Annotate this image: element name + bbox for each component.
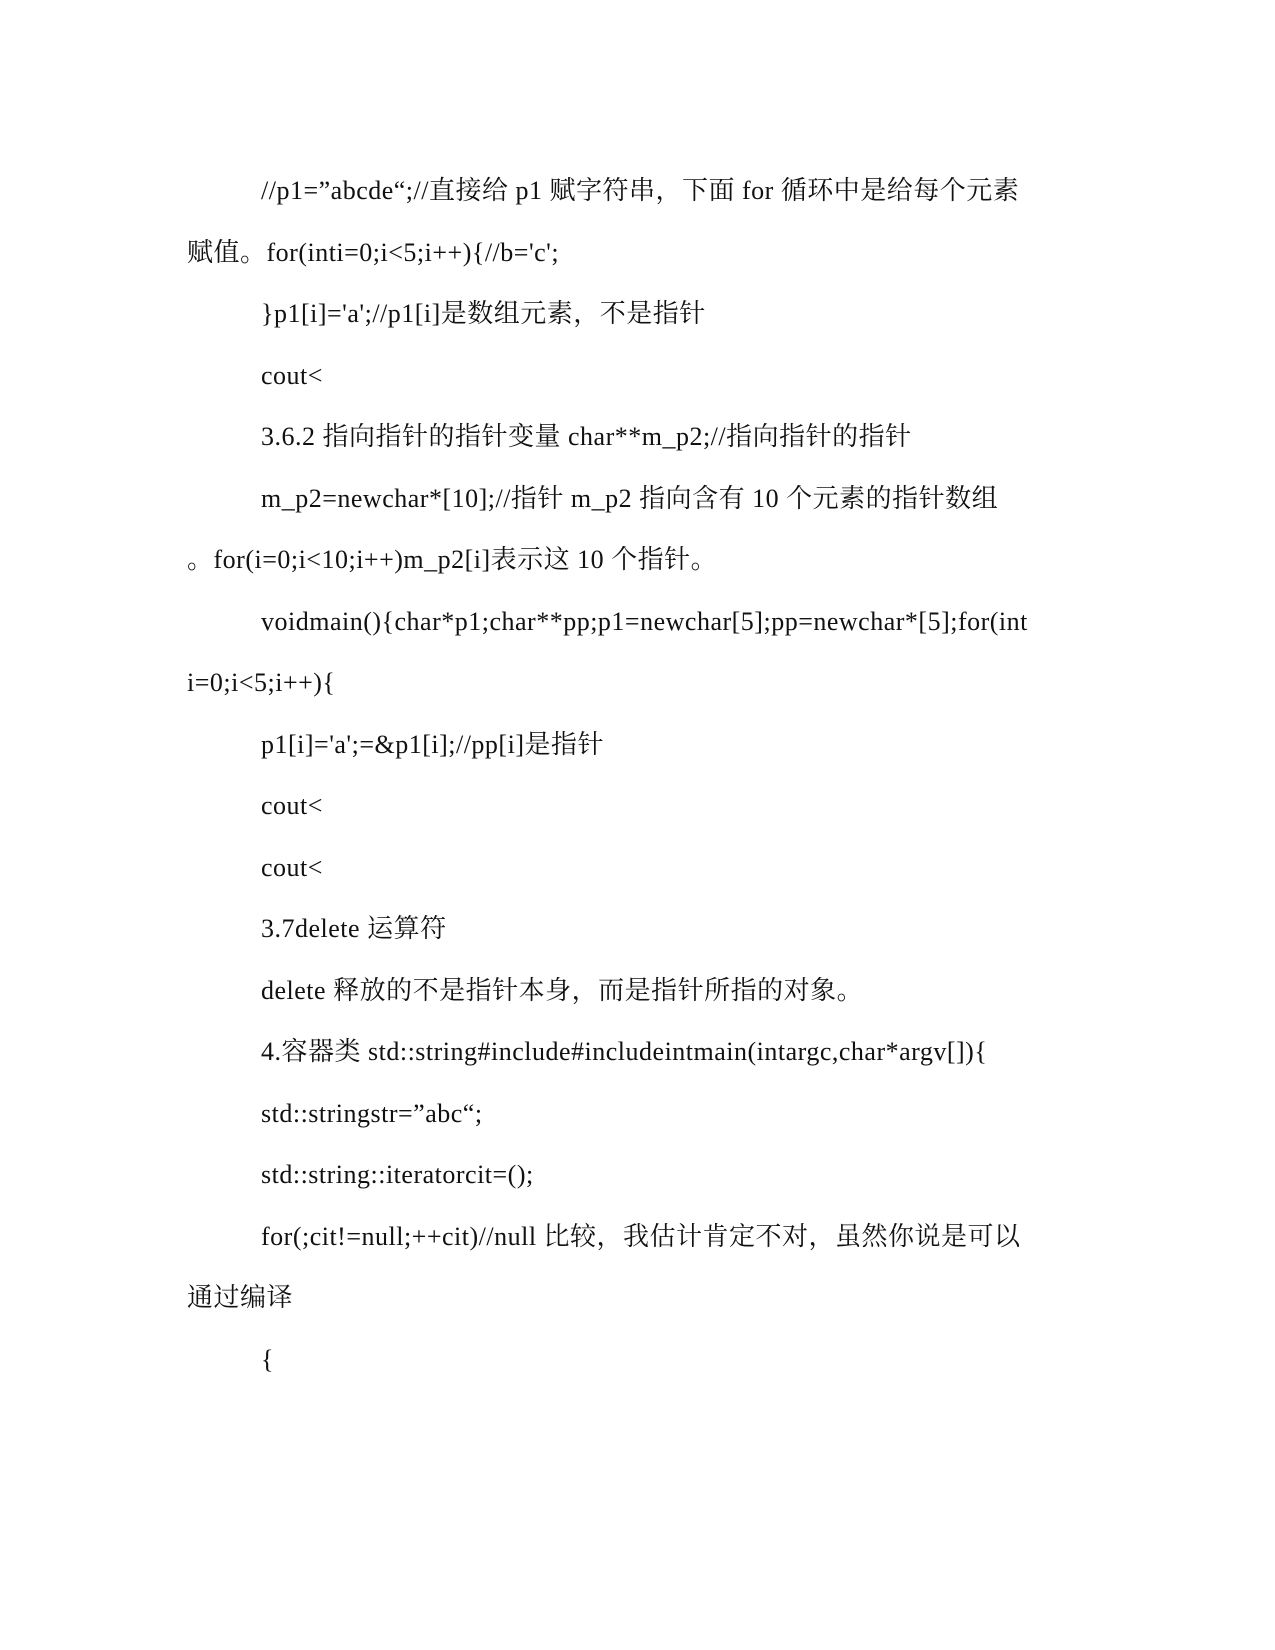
- document-body: [187, 160, 1087, 1390]
- text-line: //p1=”abcde“;//直接给 p1 赋字符串，下面 for 循环中是给每个元素: [261, 176, 1020, 205]
- text-line: 赋值。for(inti=0;i<5;i++){//b='c';: [187, 237, 560, 267]
- text-line: 3.6.2 指向指针的指针变量 char**m_p2;//指向指针的指针: [261, 422, 912, 451]
- text-line: cout<: [261, 852, 323, 882]
- text-line: }p1[i]='a';//p1[i]是数组元素，不是指针: [261, 299, 706, 328]
- text-line: p1[i]='a';=&p1[i];//pp[i]是指针: [261, 729, 604, 759]
- text-line: {: [261, 1344, 274, 1374]
- text-line: 通过编译: [187, 1283, 294, 1312]
- section-heading: 4.容器类 std::string#include#includeintmain(intargc,char*argv[]){: [261, 1037, 988, 1066]
- section-heading: 3.7delete 运算符: [261, 914, 447, 943]
- text-line: std::string::iteratorcit=();: [261, 1160, 534, 1189]
- text-line: delete 释放的不是指针本身，而是指针所指的对象。: [261, 975, 864, 1005]
- text-line: i=0;i<5;i++){: [187, 668, 336, 697]
- text-line: 。for(i=0;i<10;i++)m_p2[i]表示这 10 个指针。: [187, 545, 718, 574]
- text-line: std::stringstr=”abc“;: [261, 1098, 483, 1128]
- text-line: for(;cit!=null;++cit)//null 比较，我估计肯定不对，虽然你说是可以: [261, 1221, 1021, 1251]
- text-line: cout<: [261, 791, 323, 820]
- text-line: voidmain(){char*p1;char**pp;p1=newchar[5];pp=newchar*[5];for(int: [261, 606, 1028, 636]
- text-line: m_p2=newchar*[10];//指针 m_p2 指向含有 10 个元素的指针数组: [261, 483, 999, 513]
- text-line: cout<: [261, 360, 323, 390]
